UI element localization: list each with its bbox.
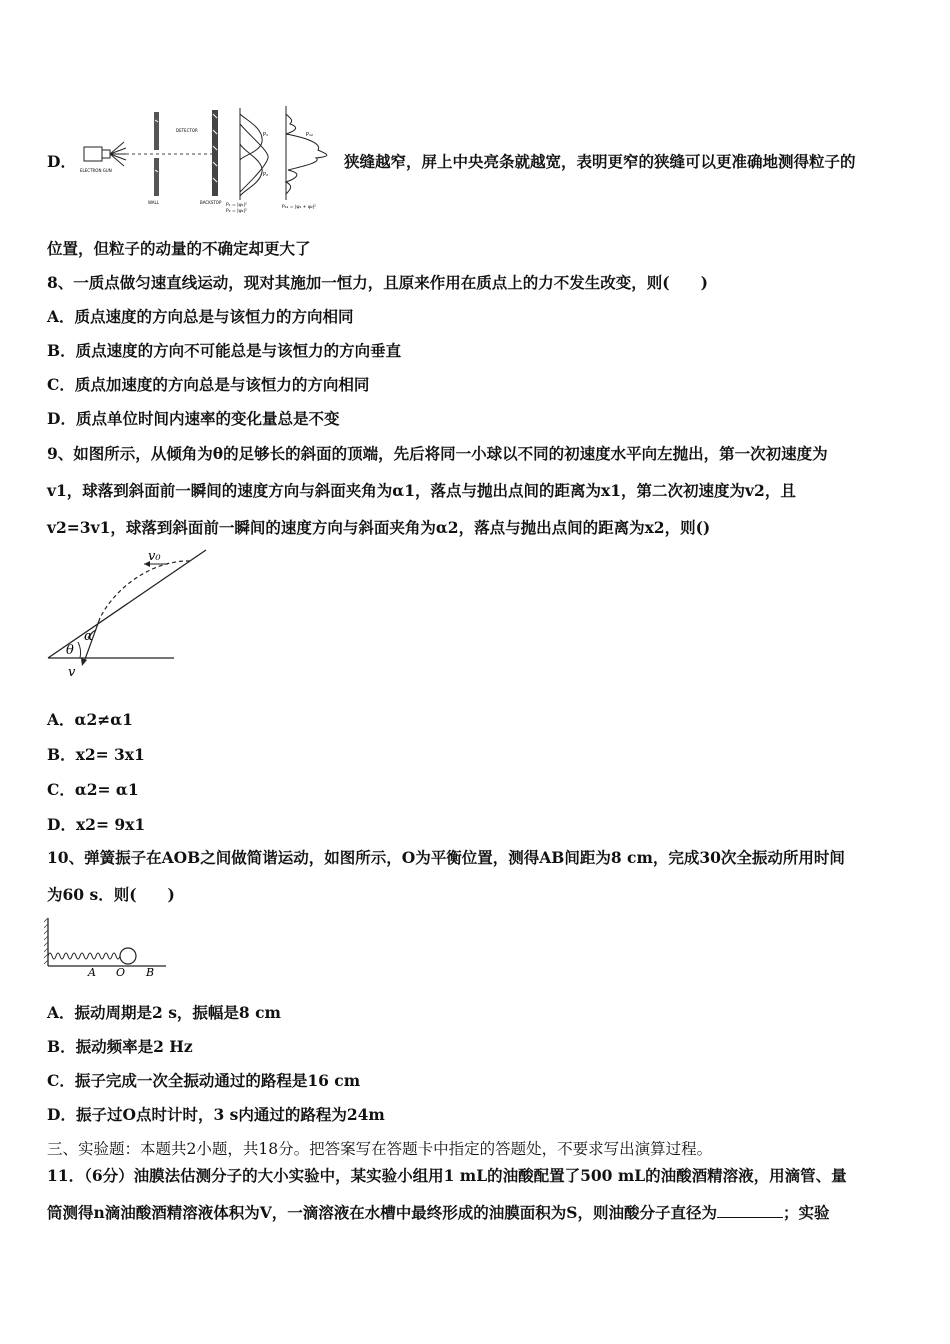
point-b-label: B — [146, 966, 155, 979]
backstop-label: BACKSTOP — [200, 200, 222, 205]
q10-option-b: B．振动频率是2 Hz — [47, 1037, 193, 1056]
v-label: v — [68, 665, 76, 680]
projectile-incline-figure — [44, 546, 214, 680]
q8-option-a: A．质点速度的方向总是与该恒力的方向相同 — [47, 307, 354, 326]
p2-label: P₂ — [263, 172, 269, 178]
q7-option-d-text: 狭缝越窄，屏上中央亮条就越宽，表明更窄的狭缝可以更准确地测得粒子的 — [344, 152, 856, 171]
electron-gun-label: ELECTRON GUN — [80, 168, 112, 173]
theta-label: θ — [66, 643, 74, 658]
q7-option-d-label: D． — [47, 152, 76, 171]
answer-blank[interactable] — [717, 1203, 783, 1218]
q9-option-a: A．α2≠α1 — [47, 710, 133, 729]
q9-option-c: C．α2= α1 — [47, 780, 139, 799]
q8-option-d: D．质点单位时间内速率的变化量总是不变 — [47, 409, 340, 428]
v0-label: v₀ — [148, 549, 161, 564]
spring-oscillator-figure — [44, 914, 174, 980]
q11-line1: 11．（6分）油膜法估测分子的大小实验中，某实验小组用1 mL的油酸配置了500 mL的油酸酒精溶液，用滴管、量 — [47, 1166, 847, 1185]
q11-line2 — [47, 1203, 907, 1223]
detector-label: DETECTOR — [176, 128, 198, 133]
q10-option-d: D．振子过O点时计时，3 s内通过的路程为24m — [47, 1105, 385, 1124]
interference-distribution — [286, 106, 327, 200]
double-slit-figure — [76, 100, 344, 218]
q8-option-c: C．质点加速度的方向总是与该恒力的方向相同 — [47, 375, 370, 394]
q10-option-c: C．振子完成一次全振动通过的路程是16 cm — [47, 1071, 361, 1090]
q9-option-b: B．x2= 3x1 — [47, 745, 145, 764]
q10-option-a: A．振动周期是2 s，振幅是8 cm — [47, 1003, 281, 1022]
classical-distribution — [240, 108, 268, 200]
q7-option-d-continued: 位置，但粒子的动量的不确定却更大了 — [47, 239, 311, 258]
q11-line2-tail: ；实验 — [783, 1203, 830, 1222]
q9-option-d: D．x2= 9x1 — [47, 815, 146, 834]
q11-line2-text: 筒测得n滴油酸酒精溶液体积为V，一滴溶液在水槽中最终形成的油膜面积为S，则油酸分子直径为 — [47, 1203, 717, 1222]
q9-stem-line1: 9、如图所示，从倾角为θ的足够长的斜面的顶端，先后将同一小球以不同的初速度水平向左抛出，第一次初速度为 — [47, 444, 828, 463]
p12-label: P₁₂ — [306, 132, 314, 138]
formula-p1: P₁ = |ψ₁|² — [226, 203, 247, 208]
q8-stem: 8、一质点做匀速直线运动，现对其施加一恒力，且原来作用在质点上的力不发生改变，则( ) — [47, 273, 708, 292]
q9-stem-line3: v2=3v1，球落到斜面前一瞬间的速度方向与斜面夹角为α2，落点与抛出点间的距离为x2，则() — [47, 518, 711, 537]
formula-p2: P₂ = |ψ₂|² — [226, 209, 247, 214]
electron-gun-icon — [84, 142, 126, 166]
backstop — [212, 110, 218, 196]
q8-option-b: B．质点速度的方向不可能总是与该恒力的方向垂直 — [47, 341, 402, 360]
wall-label: WALL — [148, 200, 159, 205]
point-a-label: A — [88, 966, 96, 979]
q10-stem-line2: 为60 s．则( ) — [47, 885, 175, 904]
alpha-label: α — [84, 629, 93, 644]
formula-p12: P₁₂ = |ψ₁ + ψ₂|² — [282, 205, 316, 210]
p1-label: P₁ — [263, 132, 269, 138]
section-3-heading: 三、实验题：本题共2小题，共18分。把答案写在答题卡中指定的答题处，不要求写出演算过程。 — [47, 1140, 713, 1158]
q10-stem-line1: 10、弹簧振子在AOB之间做简谐运动，如图所示，O为平衡位置，测得AB间距为8 cm，完成30次全振动所用时间 — [47, 848, 845, 867]
q9-stem-line2: v1，球落到斜面前一瞬间的速度方向与斜面夹角为α1，落点与抛出点间的距离为x1，第二次初速度为v2，且 — [47, 481, 796, 500]
point-o-label: O — [116, 966, 126, 979]
